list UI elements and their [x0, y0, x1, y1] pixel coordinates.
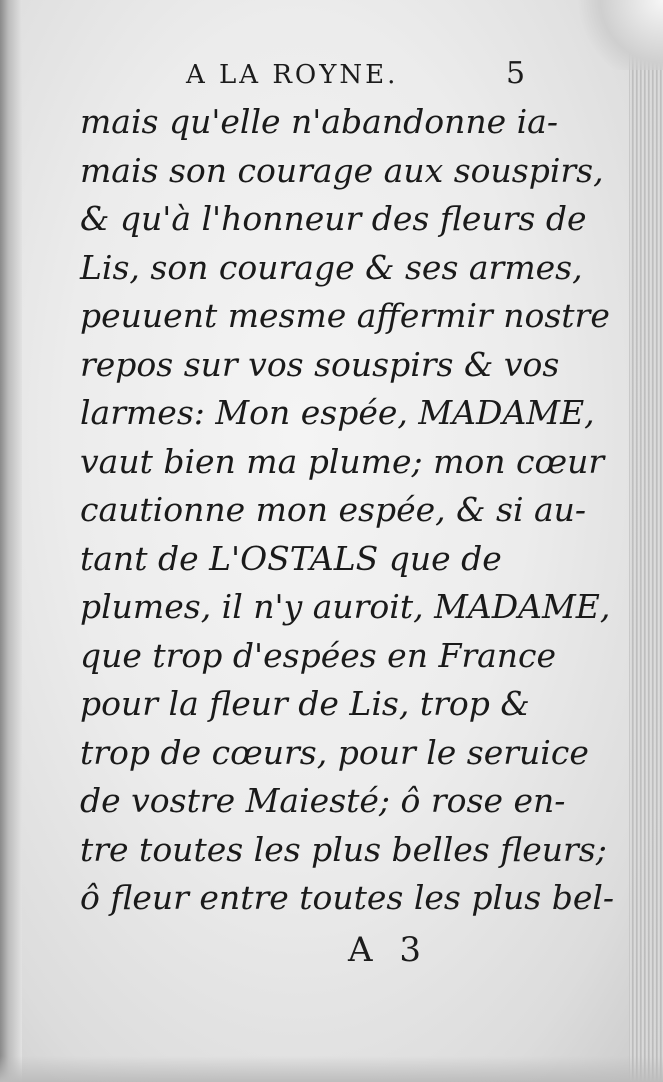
text-line: trop de cœurs, pour le seruice [80, 732, 589, 772]
text-line: larmes: Mon espée, MADAME, [80, 393, 595, 432]
text-line: tant de L'OSTALS que de [80, 538, 502, 578]
body-text [80, 98, 615, 923]
page-bottom-edge [0, 1056, 663, 1082]
page-number: 5 [506, 56, 526, 91]
text-line: de vostre Maiesté; ô rose en- [80, 781, 566, 820]
text-line: pour la fleur de Lis, trop & [80, 684, 530, 723]
text-line: & qu'à l'honneur des fleurs de [80, 199, 587, 238]
book-spine-shadow [0, 0, 22, 1082]
page-header [150, 54, 530, 94]
text-line: repos sur vos souspirs & vos [80, 344, 560, 384]
text-line: mais qu'elle n'abandonne ia- [80, 102, 559, 141]
running-title: A LA ROYNE. [186, 60, 399, 90]
page-fore-edge [629, 0, 663, 1082]
text-line: cautionne mon espée, & si au- [80, 490, 587, 529]
text-line: vaut bien ma plume; mon cœur [80, 441, 605, 481]
text-line: Lis, son courage & ses armes, [80, 247, 583, 287]
text-line: tre toutes les plus belles fleurs; [80, 829, 607, 869]
page-corner-curl [573, 0, 663, 70]
text-line: plumes, il n'y auroit, MADAME, [80, 587, 611, 626]
signature-mark: A 3 [348, 930, 429, 970]
text-line: peuuent mesme affermir nostre [80, 296, 610, 335]
text-line: ô fleur entre toutes les plus bel- [80, 878, 615, 917]
text-line: que trop d'espées en France [80, 635, 557, 675]
text-line: mais son courage aux souspirs, [80, 150, 604, 190]
